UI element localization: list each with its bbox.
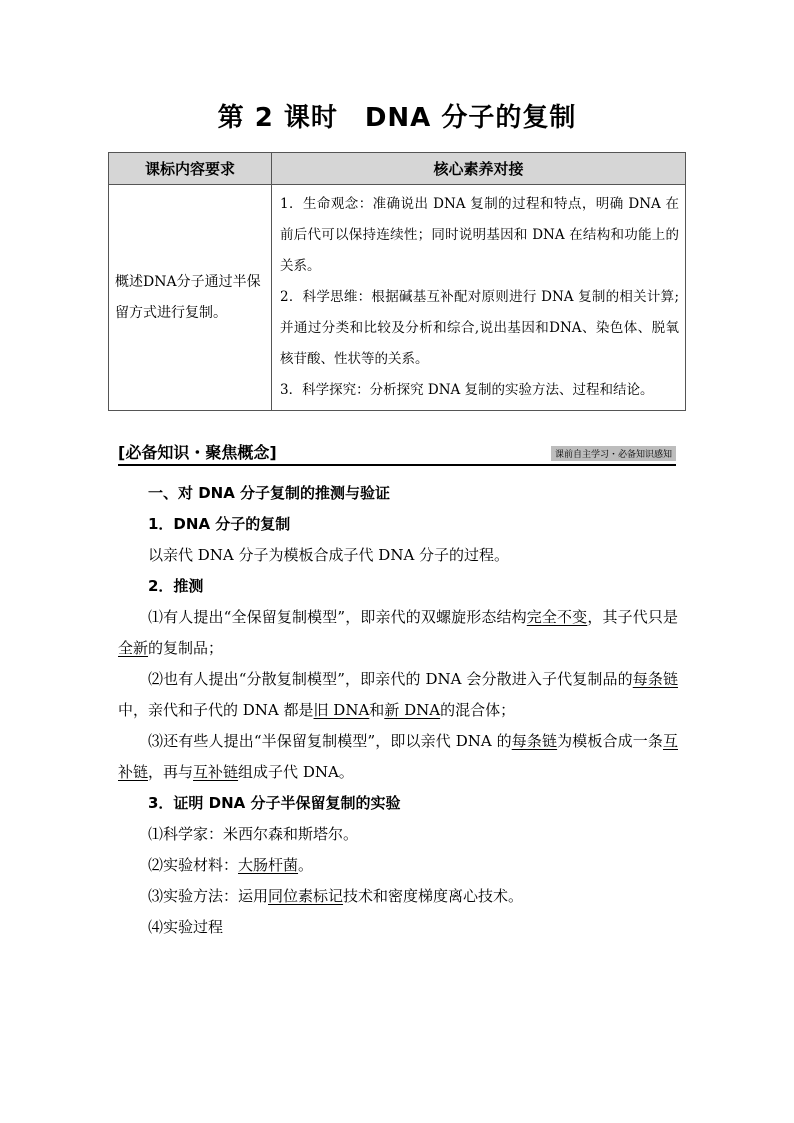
underlined-answer: 新 DNA xyxy=(384,701,441,719)
section-title: [必备知识・聚焦概念] xyxy=(118,443,277,462)
table-row xyxy=(109,185,686,411)
table-header-row xyxy=(109,153,686,185)
underlined-answer: 互补链 xyxy=(118,732,678,781)
header-curriculum-requirements: 课标内容要求 xyxy=(109,153,272,185)
paragraph-method xyxy=(118,881,678,912)
section-header xyxy=(118,442,676,466)
text: ⑶实验方法：运用 xyxy=(148,887,269,905)
paragraph-material xyxy=(118,850,678,881)
text: 为模板合成一条 xyxy=(557,732,663,750)
text: ，再与 xyxy=(148,763,194,781)
heading-1-2: 2．推测 xyxy=(148,577,204,595)
text: ⑵也有人提出“分散复制模型”，即亲代的 DNA 会分散进入子代复制品的 xyxy=(148,670,633,688)
content-body xyxy=(118,478,678,943)
underlined-answer: 同位素标记 xyxy=(268,887,344,905)
underlined-answer: 每条链 xyxy=(632,670,678,688)
paragraph-definition: 以亲代 DNA 分子为模板合成子代 DNA 分子的过程。 xyxy=(148,546,510,564)
underlined-answer: 完全不变 xyxy=(526,608,588,626)
text: ⑴有人提出“全保留复制模型”，即亲代的双螺旋形态结构 xyxy=(148,608,527,626)
text: ⑶还有些人提出“半保留复制模型”，即以亲代 DNA 的 xyxy=(148,732,512,750)
header-core-literacy: 核心素养对接 xyxy=(272,153,686,185)
paragraph-process: ⑷实验过程 xyxy=(148,918,224,936)
literacy-item-3: 3．科学探究：分析探究 DNA 复制的实验方法、过程和结论。 xyxy=(280,382,654,398)
underlined-answer: 全新 xyxy=(118,639,149,657)
literacy-item-2: 2．科学思维：根据碱基互补配对原则进行 DNA 复制的相关计算;并通过分类和比较及分析和综合,说出基因和DNA、染色体、脱氧核苷酸、性状等的关系。 xyxy=(280,289,679,367)
heading-1-1: 1．DNA 分子的复制 xyxy=(148,515,291,533)
text: 和 xyxy=(369,701,385,719)
underlined-answer: 每条链 xyxy=(511,732,558,750)
section-tag: 课前自主学习・必备知识感知 xyxy=(551,446,676,461)
heading-1-3: 3．证明 DNA 分子半保留复制的实验 xyxy=(148,794,401,812)
text: 的复制品； xyxy=(148,639,224,657)
paragraph-full-conservative xyxy=(118,602,678,664)
literacy-item-1: 1．生命观念：准确说出 DNA 复制的过程和特点，明确 DNA 在前后代可以保持连续性；同时说明基因和 DNA 在结构和功能上的关系。 xyxy=(280,196,679,274)
paragraph-scientists: ⑴科学家：米西尔森和斯塔尔。 xyxy=(148,825,359,843)
paragraph-semi-conservative xyxy=(118,726,678,788)
text: 中，亲代和子代的 DNA 都是 xyxy=(118,701,314,719)
text: ⑵实验材料： xyxy=(148,856,239,874)
text: 。 xyxy=(298,856,314,874)
text: 技术和密度梯度离心技术。 xyxy=(343,887,524,905)
requirement-cell: 概述DNA分子通过半保留方式进行复制。 xyxy=(109,185,272,411)
text: 的混合体； xyxy=(440,701,516,719)
page-title: 第 2 课时 DNA 分子的复制 xyxy=(217,103,577,133)
heading-1: 一、对 DNA 分子复制的推测与验证 xyxy=(148,484,391,502)
underlined-answer: 互补链 xyxy=(193,763,239,781)
underlined-answer: 旧 DNA xyxy=(313,701,370,719)
text: ，其子代只是 xyxy=(587,608,678,626)
paragraph-dispersive xyxy=(118,664,678,726)
text: 组成子代 DNA。 xyxy=(238,763,354,781)
curriculum-table xyxy=(108,152,686,411)
literacy-cell xyxy=(272,185,686,411)
underlined-answer: 大肠杆菌 xyxy=(238,856,299,874)
